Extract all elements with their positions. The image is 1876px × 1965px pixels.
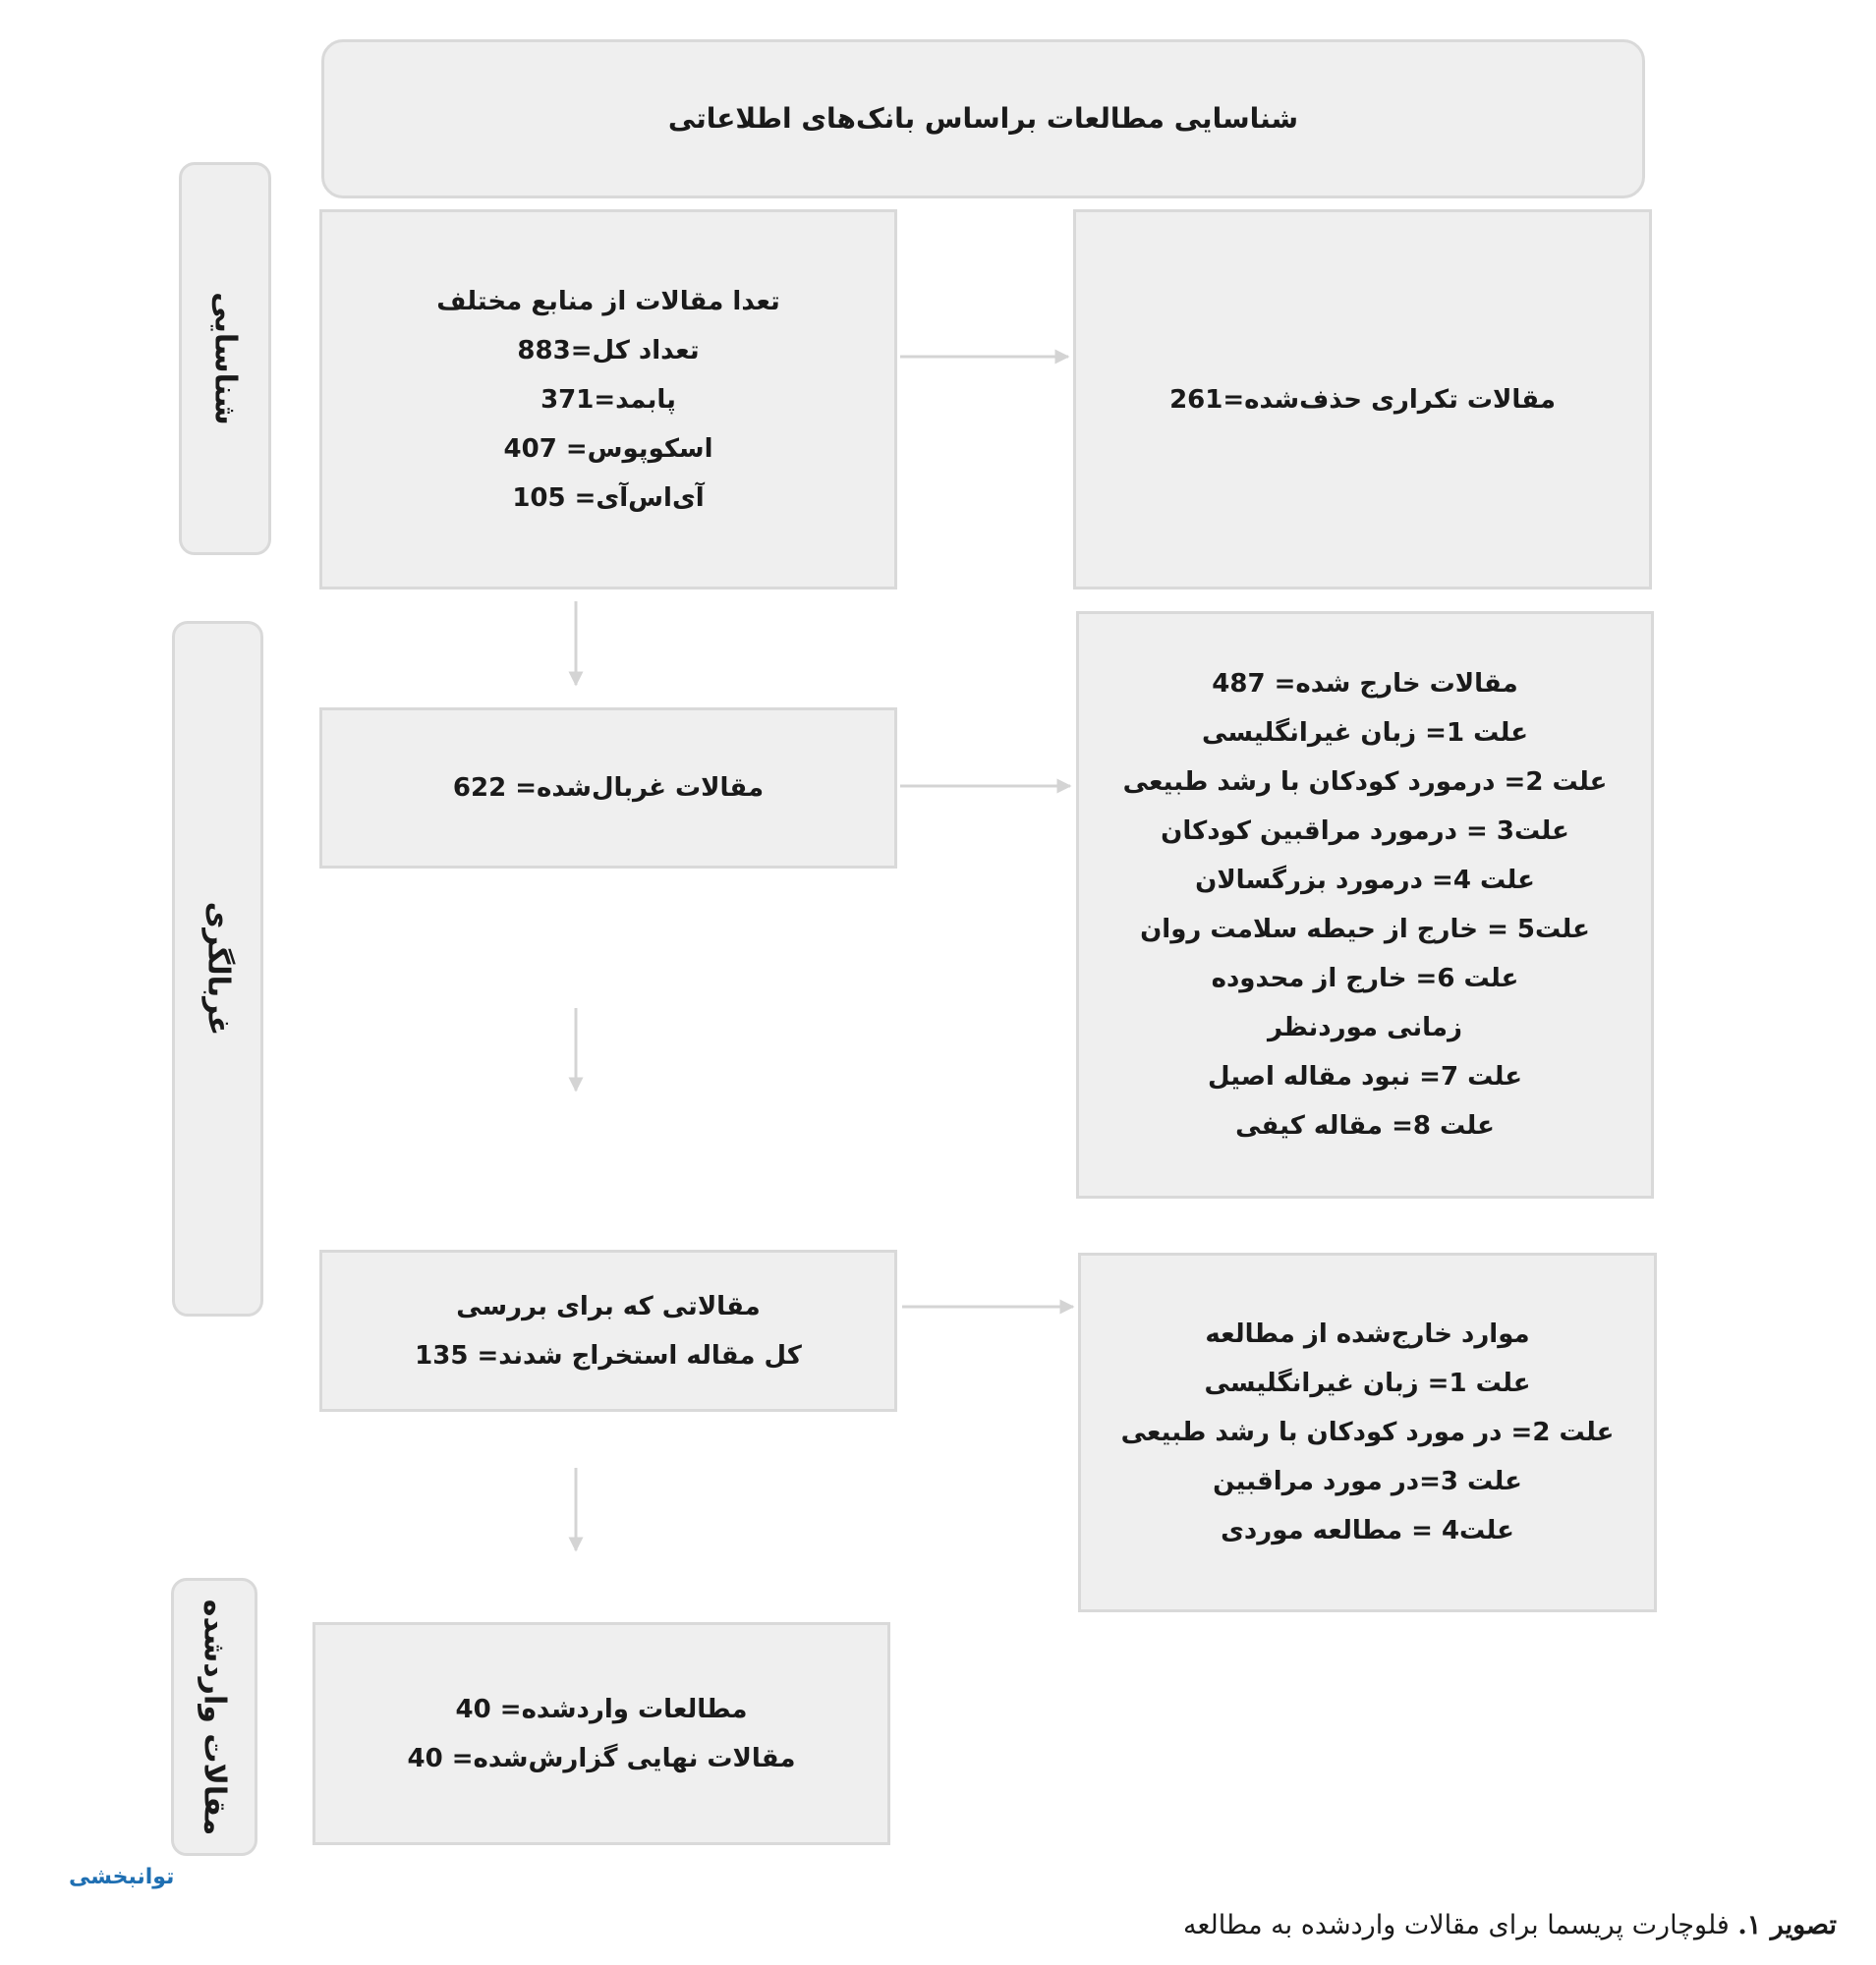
excluded-study-line: موارد خارج‌شده از مطالعه (1205, 1319, 1530, 1349)
excluded-screening-line: علت 4= درمورد بزرگسالان (1195, 866, 1535, 895)
sources-line: تعداد کل=883 (517, 335, 700, 365)
excluded-study-line: علت 2= در مورد کودکان با رشد طبیعی (1120, 1418, 1615, 1447)
excluded-screening-line: علت 7= نبود مقاله اصیل (1208, 1062, 1522, 1092)
excluded-screening-line: علت 8= مقاله کیفی (1235, 1111, 1495, 1141)
caption-label: تصویر ۱. (1737, 1910, 1837, 1940)
stage-identification-label: شناسایی (207, 292, 243, 425)
sources-line: تعدا مقالات از منابع مختلف (436, 286, 780, 316)
stage-included-label: مقالات واردشده (197, 1599, 232, 1835)
excluded-screening-line: مقالات خارج شده= 487 (1212, 669, 1518, 699)
extracted-line: مقالاتی که برای بررسی (456, 1291, 761, 1321)
excluded-screening-line: علت 1= زبان غیرانگلیسی (1202, 718, 1528, 748)
header-title: شناسایی مطالعات براساس بانک‌های اطلاعاتی (667, 102, 1299, 135)
excluded-study-line: علت4 = مطالعه موردی (1221, 1516, 1514, 1545)
duplicates-line: مقالات تکراری حذف‌شده=261 (1169, 384, 1556, 415)
figure-caption (1183, 1910, 1837, 1940)
screened-line: مقالات غربال‌شده= 622 (452, 773, 765, 803)
stage-screening-label: غربالگری (200, 901, 235, 1037)
caption-text: فلوچارت پریسما برای مقالات واردشده به مطالعه (1182, 1910, 1738, 1940)
sources-line: پابمد=371 (540, 384, 676, 415)
excluded-screening-line: علت 6= خارج از محدوده (1211, 964, 1519, 993)
extracted-line: کل مقاله استخراج شدند= 135 (415, 1340, 802, 1371)
sources-line: اسکوپوس= 407 (503, 433, 713, 464)
final-line: مقالات نهایی گزارش‌شده= 40 (407, 1743, 796, 1773)
final-line: مطالعات واردشده= 40 (455, 1694, 748, 1724)
excluded-screening-line: علت5 = خارج از حیطه سلامت روان (1140, 915, 1590, 944)
excluded-screening-line: علت 2= درمورد کودکان با رشد طبیعی (1122, 767, 1608, 797)
logo-text: توانبخشی (69, 1865, 175, 1889)
excluded-study-line: علت 3=در مورد مراقبین (1213, 1467, 1522, 1496)
excluded-screening-line: زمانی موردنظر (1268, 1013, 1462, 1042)
excluded-study-line: علت 1= زبان غیرانگلیسی (1204, 1369, 1531, 1398)
excluded-screening-line: علت3 = درمورد مراقبین کودکان (1161, 816, 1569, 846)
sources-line: آی‌اس‌آی= 105 (512, 482, 705, 513)
